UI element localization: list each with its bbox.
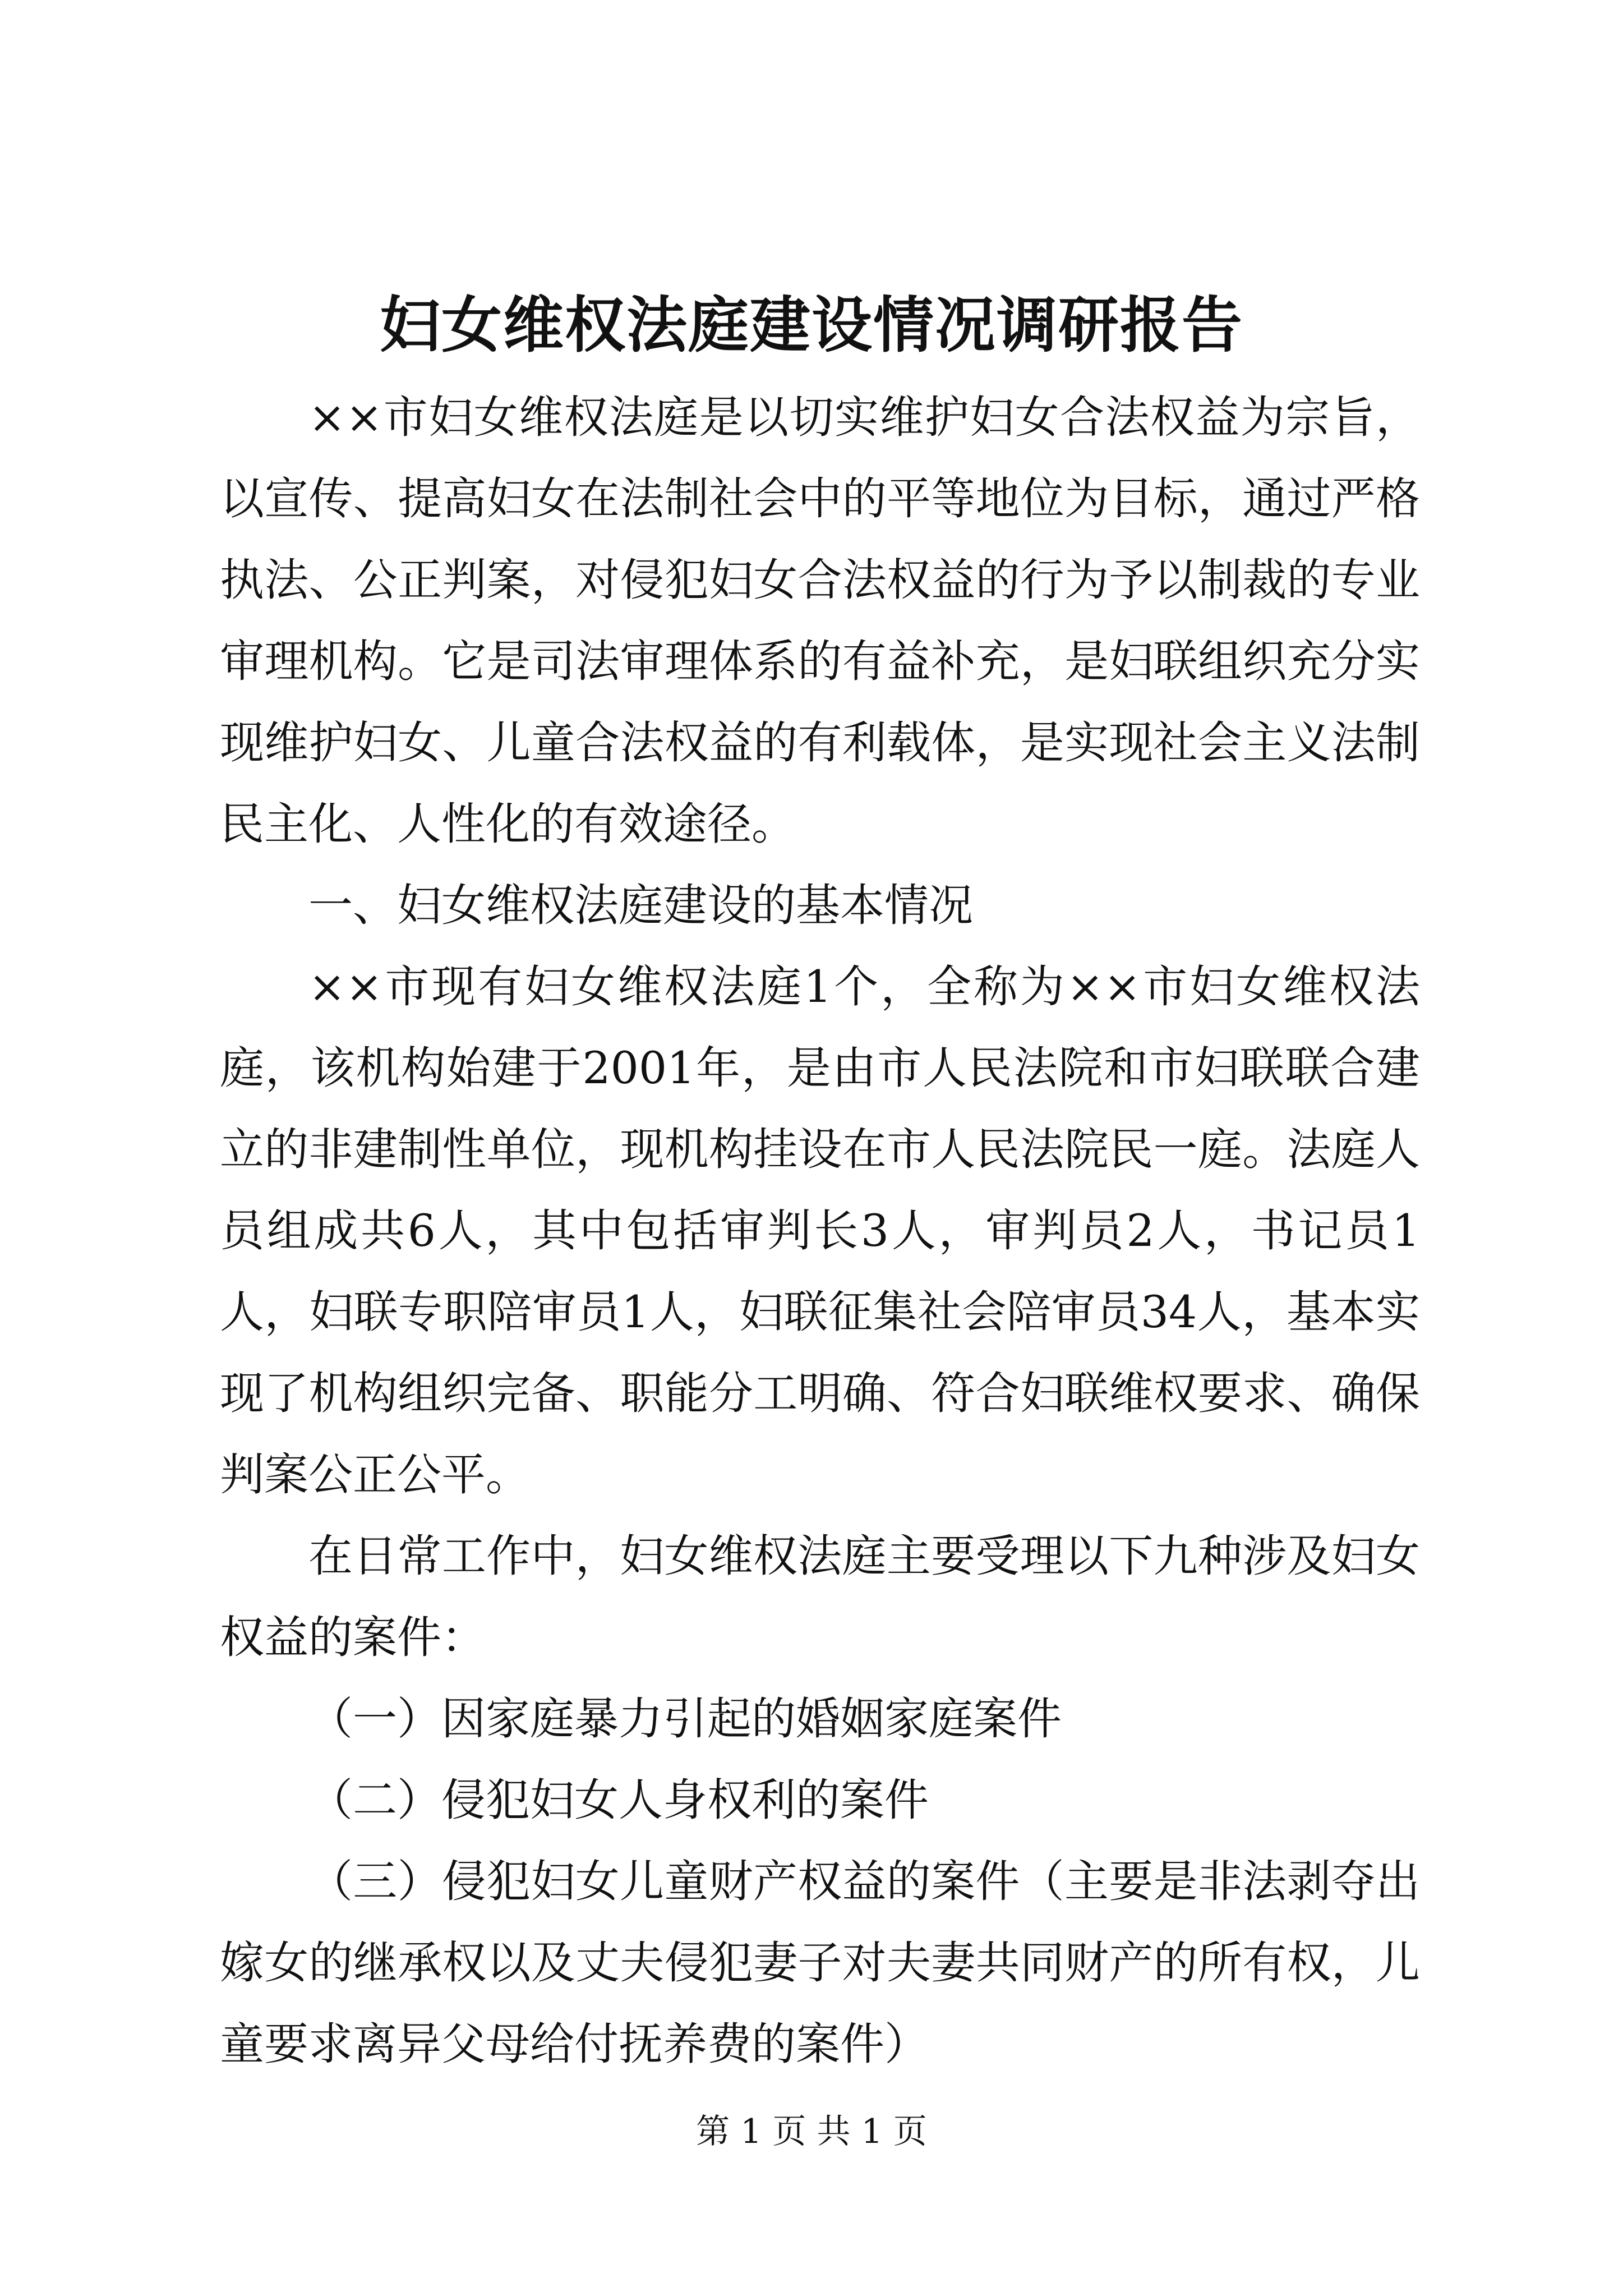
section-heading-1: 一、妇女维权法庭建设的基本情况 <box>308 880 973 931</box>
paragraph-basic-info: ××市现有妇女维权法庭1个，全称为××市妇女维权法庭，该机构始建于2001年，是由市人民法院和市妇联联合建立的非建制性单位，现机构挂设在市人民法院民一庭。法庭人员组成共6人，其中包括审判长3人，审判员2人，书记员1人，妇联专职陪审员1人，妇联征集社会陪审员34人，基本实现了机构组织完备、职能分工明确、符合妇联维权要求、确保判案公正公平。 <box>220 961 1420 1501</box>
page-footer: 第 1 页 共 1 页 <box>696 2112 927 2151</box>
list-item-case-1: （一）因家庭暴力引起的婚姻家庭案件 <box>308 1693 1062 1745</box>
document-body <box>220 377 1420 2085</box>
paragraph-case-types-intro: 在日常工作中，妇女维权法庭主要受理以下九种涉及妇女权益的案件： <box>220 1530 1420 1663</box>
document-title: 妇女维权法庭建设情况调研报告 <box>379 290 1243 361</box>
list-item-case-3: （三）侵犯妇女儿童财产权益的案件（主要是非法剥夺出嫁女的继承权以及丈夫侵犯妻子对夫妻共同财产的所有权，儿童要求离异父母给付抚养费的案件） <box>220 1856 1420 2070</box>
paragraph-intro: ××市妇女维权法庭是以切实维护妇女合法权益为宗旨，以宣传、提高妇女在法制社会中的平等地位为目标，通过严格执法、公正判案，对侵犯妇女合法权益的行为予以制裁的专业审理机构。它是司法审理体系的有益补充，是妇联组织充分实现维护妇女、儿童合法权益的有利载体，是实现社会主义法制民主化、人性化的有效途径。 <box>220 392 1420 850</box>
list-item-case-2: （二）侵犯妇女人身权利的案件 <box>308 1774 929 1826</box>
